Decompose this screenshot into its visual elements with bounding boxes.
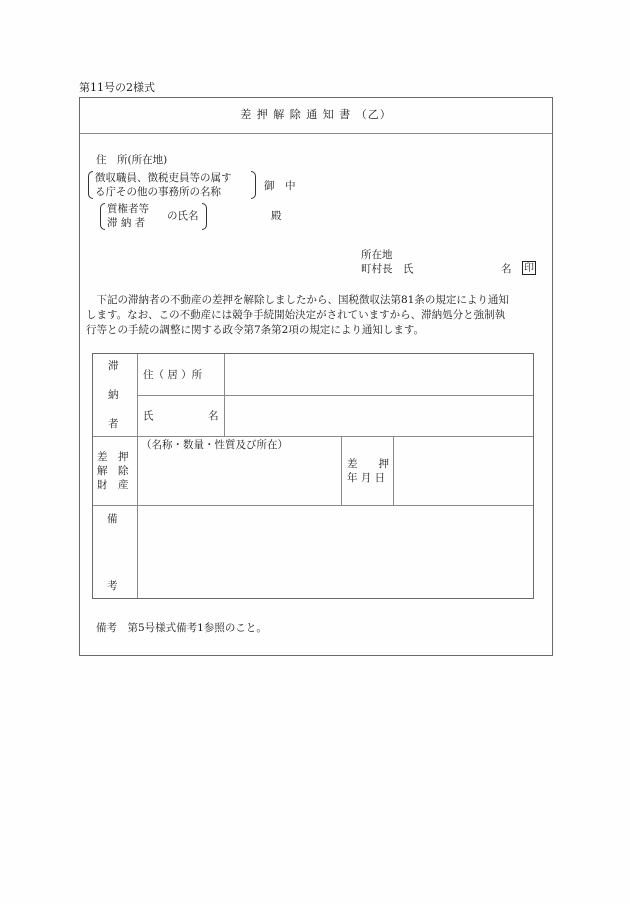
remarks-label-bottom: 考 (107, 580, 118, 592)
bracket-left-icon (88, 171, 93, 199)
sender-name-label: 名 (501, 263, 512, 275)
remarks-label-top: 備 (107, 513, 118, 525)
office-name-line1: 徴収職員、徴税吏員等の属す (95, 172, 232, 184)
body-line-2: します。なお、この不動産には競争手続開始決定がされていますから、滞納処分と強制執 (86, 309, 506, 321)
document-title: 差 押 解 除 通 知 書 （乙） (240, 108, 392, 121)
property-hint: （名称・数量・性質及び所在） (141, 439, 288, 451)
mayor-label: 町村長 氏 (361, 263, 414, 275)
title-divider (80, 133, 552, 134)
delinquent-label-3: 者 (108, 418, 119, 430)
name-row-label-right: 名 (208, 410, 219, 422)
property-label-3: 財 産 (97, 479, 129, 491)
property-label-1: 差 押 (97, 451, 129, 463)
name-row-label-left: 氏 (143, 410, 154, 422)
delinquent-label-2: 納 (108, 389, 119, 401)
address-row-label: 住（ 居 ）所 (143, 369, 203, 381)
body-line-1: 下記の滞納者の不動産の差押を解除しましたから、国税徴収法第81条の規定により通知 (86, 294, 509, 306)
seizure-date-label-2: 年 月 日 (347, 472, 386, 484)
remarks-value-field[interactable] (138, 506, 533, 598)
delinquent-label-1: 滞 (108, 360, 119, 372)
name-value-field[interactable] (225, 396, 533, 436)
honorific-office: 御 中 (264, 180, 296, 192)
footnote: 備考 第5号様式備考1参照のこと。 (96, 622, 267, 634)
property-value-field[interactable] (138, 452, 341, 505)
office-name-line2: る庁その他の事務所の名称 (95, 186, 221, 198)
seizure-date-value-field[interactable] (394, 437, 533, 505)
body-line-3: 行等との手続の調整に関する政令第7条第2項の規定により通知します。 (86, 324, 425, 336)
bracket-right-icon (202, 203, 207, 230)
delinquent-label: 滞 納 者 (107, 217, 146, 229)
address-value-field[interactable] (225, 354, 533, 395)
holder-label: 質権者等 (107, 203, 149, 215)
property-label-2: 解 除 (97, 465, 129, 477)
form-number: 第11号の2様式 (79, 81, 155, 94)
seal-icon: 印 (524, 263, 534, 274)
table-col-divider (341, 437, 342, 505)
sender-location-label: 所在地 (361, 249, 393, 261)
name-suffix: の氏名 (167, 210, 199, 222)
honorific-person: 殿 (271, 210, 282, 222)
address-label: 住 所(所在地) (96, 154, 168, 166)
bracket-right-icon (251, 171, 256, 199)
bracket-left-icon (100, 203, 105, 230)
seizure-date-label-1: 差 押 (347, 458, 389, 470)
